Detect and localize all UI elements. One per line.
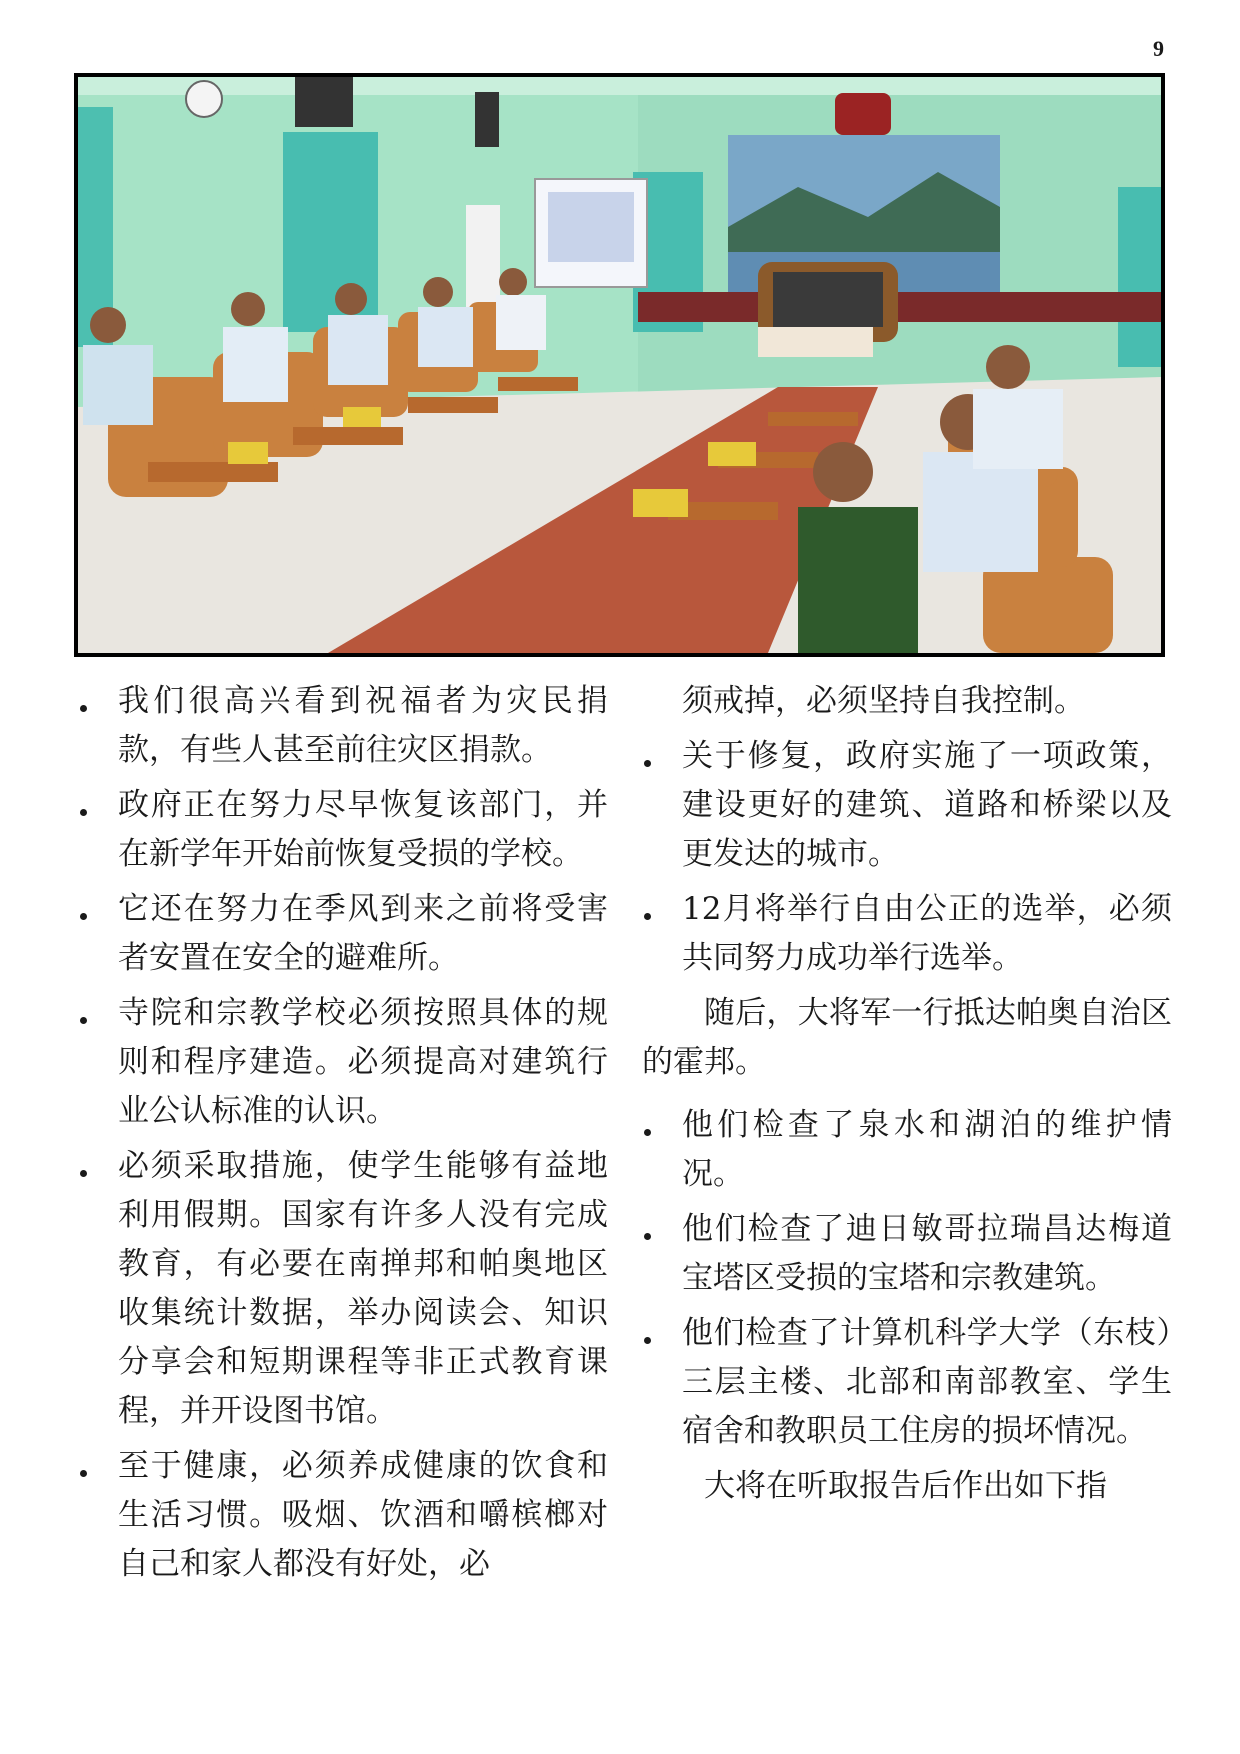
bullet-item: 它还在努力在季风到来之前将受害者安置在安全的避难所。	[78, 885, 608, 983]
body-paragraph: 随后，大将军一行抵达帕奥自治区的霍邦。	[642, 995, 1172, 1080]
bullet-item: 政府正在努力尽早恢复该部门，并在新学年开始前恢复受损的学校。	[78, 781, 608, 879]
continued-text: 须戒掉，必须坚持自我控制。	[682, 683, 1085, 719]
meeting-photo-illustration	[78, 77, 1161, 653]
right-bullet-list-a	[642, 732, 1172, 983]
bullet-item: 至于健康，必须养成健康的饮食和生活习惯。吸烟、饮酒和嚼槟榔对自己和家人都没有好处，必	[78, 1442, 608, 1589]
bullet-item: 他们检查了迪日敏哥拉瑞昌达梅道宝塔区受损的宝塔和宗教建筑。	[642, 1205, 1172, 1303]
body-paragraph: 大将在听取报告后作出如下指	[704, 1468, 1107, 1504]
left-bullet-list	[78, 677, 608, 1589]
meeting-photo	[74, 73, 1165, 657]
bullet-item: 他们检查了计算机科学大学（东枝）三层主楼、北部和南部教室、学生宿舍和教职员工住房的损坏情况。	[642, 1309, 1172, 1456]
page-number: 9	[1153, 36, 1164, 61]
bullet-item: 必须采取措施，使学生能够有益地利用假期。国家有许多人没有完成教育，有必要在南掸邦和帕奥地区收集统计数据，举办阅读会、知识分享会和短期课程等非正式教育课程，并开设图书馆。	[78, 1142, 608, 1436]
left-column	[78, 677, 608, 1595]
bullet-item: 我们很高兴看到祝福者为灾民捐款，有些人甚至前往灾区捐款。	[78, 677, 608, 775]
right-column	[642, 677, 1172, 1525]
bullet-item: 寺院和宗教学校必须按照具体的规则和程序建造。必须提高对建筑行业公认标准的认识。	[78, 989, 608, 1136]
bullet-item: 12月将举行自由公正的选举，必须共同努力成功举行选举。	[642, 885, 1172, 983]
bullet-item: 他们检查了泉水和湖泊的维护情况。	[642, 1101, 1172, 1199]
right-bullet-list-b	[642, 1101, 1172, 1456]
bullet-item: 关于修复，政府实施了一项政策，建设更好的建筑、道路和桥梁以及更发达的城市。	[642, 732, 1172, 879]
